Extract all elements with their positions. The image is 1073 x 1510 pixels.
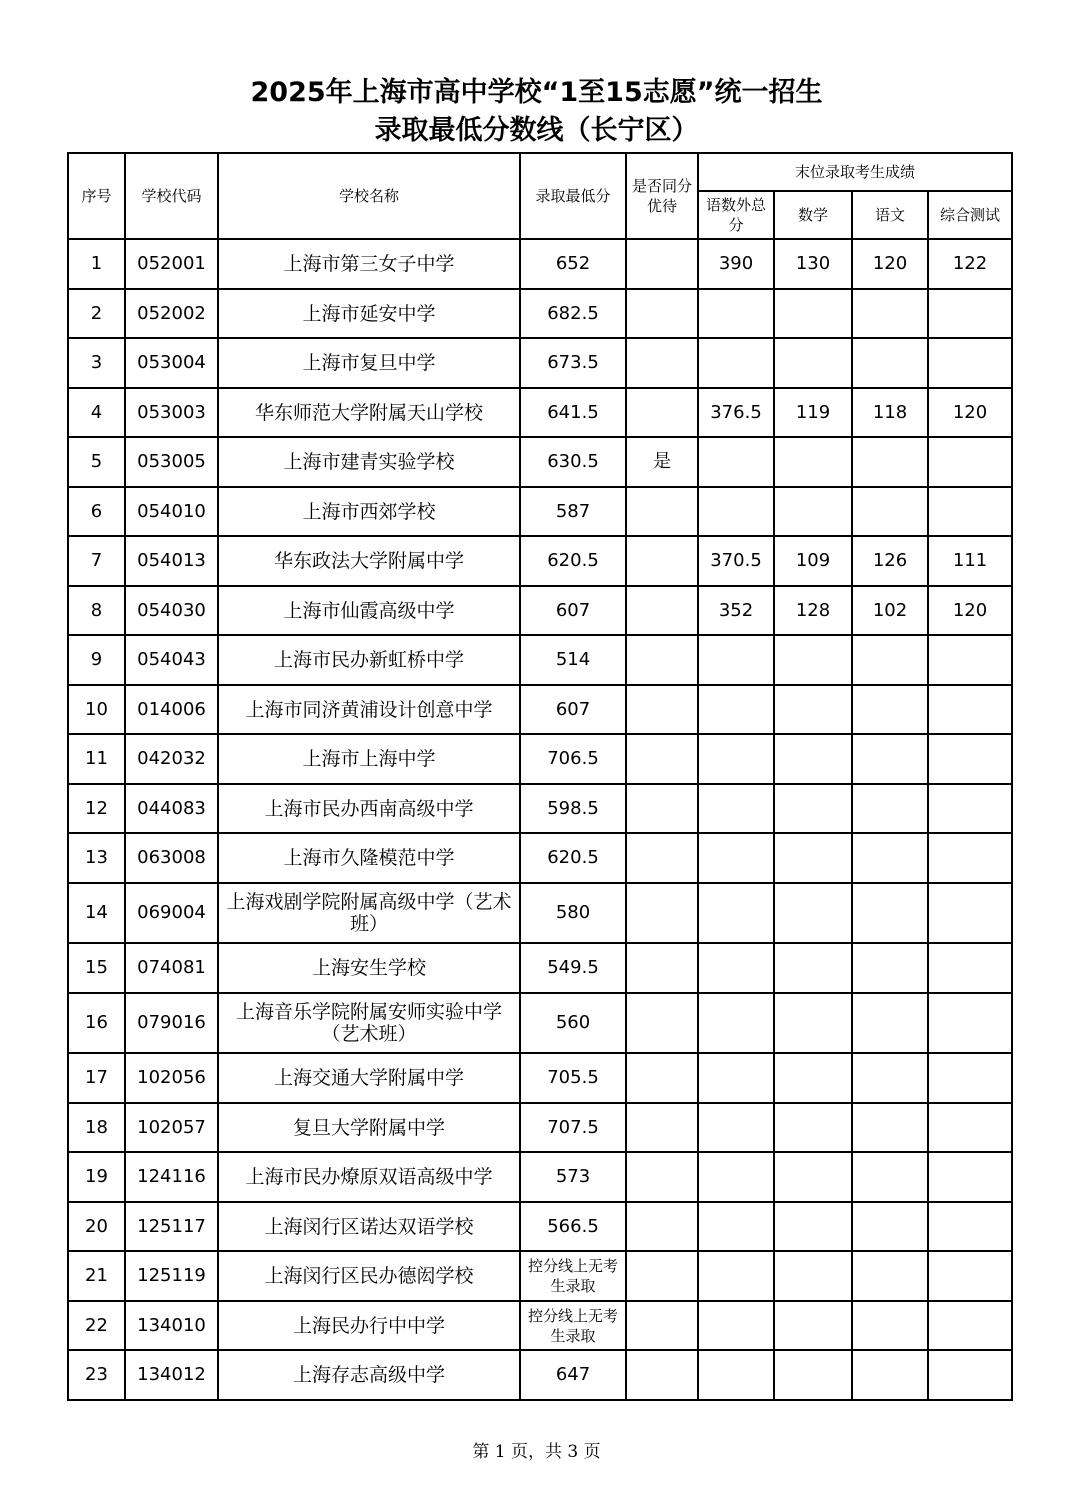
header-chinese: 语文	[852, 191, 928, 239]
cell-comprehensive	[928, 734, 1012, 784]
table-row	[68, 1152, 1012, 1202]
cell-tie-priority	[626, 1152, 698, 1202]
table-row	[68, 338, 1012, 388]
cell-school-name: 上海市仙霞高级中学	[218, 586, 520, 635]
table-row	[68, 1202, 1012, 1251]
cell-chinese: 120	[852, 239, 928, 289]
cell-total-no-lang	[698, 1251, 774, 1301]
cell-comprehensive: 120	[928, 388, 1012, 437]
cell-comprehensive	[928, 883, 1012, 943]
cell-comprehensive	[928, 1301, 1012, 1350]
cell-school-name: 上海市民办新虹桥中学	[218, 635, 520, 685]
cell-total-no-lang	[698, 784, 774, 833]
cell-comprehensive	[928, 437, 1012, 487]
cell-min-score: 682.5	[520, 289, 626, 338]
cell-chinese: 118	[852, 388, 928, 437]
table-row	[68, 833, 1012, 883]
cell-total-no-lang	[698, 1103, 774, 1152]
cell-code: 052002	[125, 289, 218, 338]
header-name: 学校名称	[218, 153, 520, 239]
cell-min-score: 647	[520, 1350, 626, 1400]
cell-school-name: 上海民办行中中学	[218, 1301, 520, 1350]
cell-school-name: 上海交通大学附属中学	[218, 1053, 520, 1103]
cell-math	[774, 883, 852, 943]
cell-comprehensive	[928, 685, 1012, 734]
cell-chinese	[852, 1103, 928, 1152]
cell-school-name: 上海市民办西南高级中学	[218, 784, 520, 833]
cell-code: 053005	[125, 437, 218, 487]
cell-seq: 11	[68, 734, 125, 784]
cell-comprehensive	[928, 1152, 1012, 1202]
cell-chinese	[852, 437, 928, 487]
cell-chinese: 126	[852, 536, 928, 586]
cell-min-score: 620.5	[520, 536, 626, 586]
cell-code: 079016	[125, 993, 218, 1053]
cell-total-no-lang: 352	[698, 586, 774, 635]
cell-chinese	[852, 289, 928, 338]
cell-chinese	[852, 338, 928, 388]
cell-school-name: 上海安生学校	[218, 943, 520, 993]
cell-min-score: 620.5	[520, 833, 626, 883]
cell-min-score: 580	[520, 883, 626, 943]
cell-chinese	[852, 1251, 928, 1301]
table-row	[68, 388, 1012, 437]
cell-school-name: 上海市第三女子中学	[218, 239, 520, 289]
cell-seq: 1	[68, 239, 125, 289]
cell-comprehensive: 120	[928, 586, 1012, 635]
cell-min-score: 587	[520, 487, 626, 536]
cell-min-score: 573	[520, 1152, 626, 1202]
header-tie-priority: 是否同分优待	[626, 153, 698, 239]
cell-seq: 22	[68, 1301, 125, 1350]
cell-code: 054030	[125, 586, 218, 635]
cell-school-name: 上海市上海中学	[218, 734, 520, 784]
cell-code: 125117	[125, 1202, 218, 1251]
cell-comprehensive	[928, 943, 1012, 993]
cell-school-name: 复旦大学附属中学	[218, 1103, 520, 1152]
table-row	[68, 993, 1012, 1053]
cell-tie-priority	[626, 239, 698, 289]
cell-chinese	[852, 833, 928, 883]
cell-min-score: 641.5	[520, 388, 626, 437]
cell-comprehensive	[928, 1202, 1012, 1251]
cell-school-name: 华东师范大学附属天山学校	[218, 388, 520, 437]
cell-chinese	[852, 1350, 928, 1400]
cell-seq: 21	[68, 1251, 125, 1301]
cell-chinese	[852, 1301, 928, 1350]
cell-code: 069004	[125, 883, 218, 943]
cell-total-no-lang	[698, 437, 774, 487]
cell-tie-priority	[626, 536, 698, 586]
cell-math	[774, 1053, 852, 1103]
cell-chinese: 102	[852, 586, 928, 635]
cell-code: 074081	[125, 943, 218, 993]
cell-chinese	[852, 943, 928, 993]
cell-seq: 14	[68, 883, 125, 943]
table-row	[68, 635, 1012, 685]
cell-math	[774, 289, 852, 338]
cell-tie-priority	[626, 1251, 698, 1301]
cell-math	[774, 1350, 852, 1400]
cell-total-no-lang	[698, 487, 774, 536]
cell-seq: 18	[68, 1103, 125, 1152]
cell-math	[774, 1251, 852, 1301]
cell-chinese	[852, 993, 928, 1053]
cell-code: 054043	[125, 635, 218, 685]
table-row	[68, 943, 1012, 993]
cell-min-score: 630.5	[520, 437, 626, 487]
cell-comprehensive	[928, 1251, 1012, 1301]
cell-seq: 8	[68, 586, 125, 635]
cell-school-name: 上海市延安中学	[218, 289, 520, 338]
cell-seq: 15	[68, 943, 125, 993]
cell-seq: 5	[68, 437, 125, 487]
cell-total-no-lang	[698, 338, 774, 388]
cell-min-score: 控分线上无考生录取	[520, 1301, 626, 1350]
cell-code: 014006	[125, 685, 218, 734]
cell-math	[774, 685, 852, 734]
table-row	[68, 239, 1012, 289]
cell-comprehensive: 122	[928, 239, 1012, 289]
cell-math	[774, 1103, 852, 1152]
cell-min-score: 652	[520, 239, 626, 289]
cell-tie-priority	[626, 685, 698, 734]
cell-math	[774, 784, 852, 833]
cell-code: 053003	[125, 388, 218, 437]
cell-min-score: 607	[520, 685, 626, 734]
cell-tie-priority	[626, 338, 698, 388]
cell-math	[774, 833, 852, 883]
cell-comprehensive	[928, 289, 1012, 338]
cell-tie-priority	[626, 784, 698, 833]
cell-total-no-lang	[698, 289, 774, 338]
cell-seq: 12	[68, 784, 125, 833]
header-last-admitted-group: 末位录取考生成绩	[698, 153, 1012, 191]
cell-math	[774, 1202, 852, 1251]
cell-school-name: 华东政法大学附属中学	[218, 536, 520, 586]
table-row	[68, 685, 1012, 734]
cell-tie-priority	[626, 993, 698, 1053]
cell-total-no-lang	[698, 943, 774, 993]
cell-seq: 23	[68, 1350, 125, 1400]
cell-seq: 4	[68, 388, 125, 437]
cell-school-name: 上海市建青实验学校	[218, 437, 520, 487]
cell-total-no-lang: 390	[698, 239, 774, 289]
cell-school-name: 上海存志高级中学	[218, 1350, 520, 1400]
cell-chinese	[852, 784, 928, 833]
cell-school-name: 上海市复旦中学	[218, 338, 520, 388]
table-row	[68, 536, 1012, 586]
table-row	[68, 289, 1012, 338]
cell-tie-priority	[626, 943, 698, 993]
table-row	[68, 1251, 1012, 1301]
cell-tie-priority	[626, 1350, 698, 1400]
cell-code: 134010	[125, 1301, 218, 1350]
cell-min-score: 706.5	[520, 734, 626, 784]
cell-total-no-lang	[698, 833, 774, 883]
cell-seq: 16	[68, 993, 125, 1053]
cell-tie-priority	[626, 388, 698, 437]
cell-min-score: 566.5	[520, 1202, 626, 1251]
cell-seq: 6	[68, 487, 125, 536]
cell-math	[774, 734, 852, 784]
cell-code: 042032	[125, 734, 218, 784]
cell-tie-priority	[626, 586, 698, 635]
cell-code: 124116	[125, 1152, 218, 1202]
cell-chinese	[852, 1152, 928, 1202]
cell-tie-priority	[626, 734, 698, 784]
cell-code: 054010	[125, 487, 218, 536]
header-code: 学校代码	[125, 153, 218, 239]
header-comprehensive: 综合测试	[928, 191, 1012, 239]
cell-math	[774, 338, 852, 388]
cell-total-no-lang	[698, 993, 774, 1053]
cell-seq: 2	[68, 289, 125, 338]
header-seq: 序号	[68, 153, 125, 239]
cell-comprehensive	[928, 833, 1012, 883]
cell-total-no-lang	[698, 685, 774, 734]
cell-min-score: 673.5	[520, 338, 626, 388]
cell-total-no-lang	[698, 1202, 774, 1251]
cell-seq: 20	[68, 1202, 125, 1251]
cell-code: 052001	[125, 239, 218, 289]
cell-seq: 10	[68, 685, 125, 734]
cell-total-no-lang	[698, 883, 774, 943]
cell-min-score: 549.5	[520, 943, 626, 993]
cell-seq: 19	[68, 1152, 125, 1202]
cell-chinese	[852, 635, 928, 685]
cell-math	[774, 1152, 852, 1202]
admission-score-table	[67, 152, 1013, 1401]
cell-total-no-lang: 370.5	[698, 536, 774, 586]
cell-math	[774, 1301, 852, 1350]
cell-total-no-lang	[698, 1053, 774, 1103]
cell-tie-priority	[626, 1202, 698, 1251]
page-footer: 第 1 页，共 3 页	[472, 1442, 601, 1462]
cell-min-score: 控分线上无考生录取	[520, 1251, 626, 1301]
table-row	[68, 734, 1012, 784]
cell-total-no-lang: 376.5	[698, 388, 774, 437]
cell-math	[774, 993, 852, 1053]
page-title-line-2: 录取最低分数线（长宁区）	[374, 115, 699, 146]
cell-comprehensive	[928, 338, 1012, 388]
cell-comprehensive	[928, 1053, 1012, 1103]
cell-math: 119	[774, 388, 852, 437]
cell-tie-priority: 是	[626, 437, 698, 487]
cell-school-name: 上海音乐学院附属安师实验中学（艺术班）	[218, 993, 520, 1053]
cell-math: 130	[774, 239, 852, 289]
table-row	[68, 586, 1012, 635]
cell-code: 053004	[125, 338, 218, 388]
cell-comprehensive	[928, 993, 1012, 1053]
table-row	[68, 487, 1012, 536]
cell-school-name: 上海市西郊学校	[218, 487, 520, 536]
cell-seq: 3	[68, 338, 125, 388]
cell-total-no-lang	[698, 1350, 774, 1400]
cell-math	[774, 487, 852, 536]
header-math: 数学	[774, 191, 852, 239]
cell-chinese	[852, 734, 928, 784]
cell-comprehensive	[928, 635, 1012, 685]
cell-chinese	[852, 1202, 928, 1251]
cell-math	[774, 437, 852, 487]
table-row	[68, 883, 1012, 943]
cell-math: 128	[774, 586, 852, 635]
table-row	[68, 784, 1012, 833]
cell-chinese	[852, 685, 928, 734]
cell-school-name: 上海市同济黄浦设计创意中学	[218, 685, 520, 734]
cell-tie-priority	[626, 1103, 698, 1152]
cell-school-name: 上海闵行区诺达双语学校	[218, 1202, 520, 1251]
table-row	[68, 437, 1012, 487]
cell-tie-priority	[626, 1301, 698, 1350]
cell-seq: 17	[68, 1053, 125, 1103]
header-min-score: 录取最低分	[520, 153, 626, 239]
cell-comprehensive	[928, 487, 1012, 536]
cell-total-no-lang	[698, 635, 774, 685]
cell-school-name: 上海戏剧学院附属高级中学（艺术班）	[218, 883, 520, 943]
cell-chinese	[852, 1053, 928, 1103]
cell-tie-priority	[626, 833, 698, 883]
cell-tie-priority	[626, 883, 698, 943]
table-row	[68, 1350, 1012, 1400]
cell-tie-priority	[626, 289, 698, 338]
page-title-line-1: 2025年上海市高中学校“1至15志愿”统一招生	[250, 77, 823, 108]
cell-min-score: 560	[520, 993, 626, 1053]
cell-min-score: 707.5	[520, 1103, 626, 1152]
cell-min-score: 598.5	[520, 784, 626, 833]
table-row	[68, 1301, 1012, 1350]
cell-seq: 7	[68, 536, 125, 586]
table-row	[68, 1103, 1012, 1152]
cell-min-score: 514	[520, 635, 626, 685]
cell-comprehensive	[928, 1103, 1012, 1152]
cell-comprehensive: 111	[928, 536, 1012, 586]
cell-code: 054013	[125, 536, 218, 586]
cell-min-score: 607	[520, 586, 626, 635]
cell-total-no-lang	[698, 1301, 774, 1350]
table-row	[68, 1053, 1012, 1103]
cell-school-name: 上海市民办燎原双语高级中学	[218, 1152, 520, 1202]
cell-seq: 9	[68, 635, 125, 685]
cell-code: 134012	[125, 1350, 218, 1400]
cell-code: 102057	[125, 1103, 218, 1152]
cell-code: 063008	[125, 833, 218, 883]
cell-math: 109	[774, 536, 852, 586]
cell-school-name: 上海闵行区民办德闳学校	[218, 1251, 520, 1301]
cell-tie-priority	[626, 487, 698, 536]
cell-code: 044083	[125, 784, 218, 833]
cell-seq: 13	[68, 833, 125, 883]
cell-tie-priority	[626, 635, 698, 685]
cell-total-no-lang	[698, 1152, 774, 1202]
cell-code: 102056	[125, 1053, 218, 1103]
cell-comprehensive	[928, 1350, 1012, 1400]
cell-comprehensive	[928, 784, 1012, 833]
cell-code: 125119	[125, 1251, 218, 1301]
cell-chinese	[852, 487, 928, 536]
cell-min-score: 705.5	[520, 1053, 626, 1103]
cell-tie-priority	[626, 1053, 698, 1103]
header-total-no-lang: 语数外总分	[698, 191, 774, 239]
cell-math	[774, 943, 852, 993]
cell-total-no-lang	[698, 734, 774, 784]
cell-chinese	[852, 883, 928, 943]
cell-math	[774, 635, 852, 685]
cell-school-name: 上海市久隆模范中学	[218, 833, 520, 883]
